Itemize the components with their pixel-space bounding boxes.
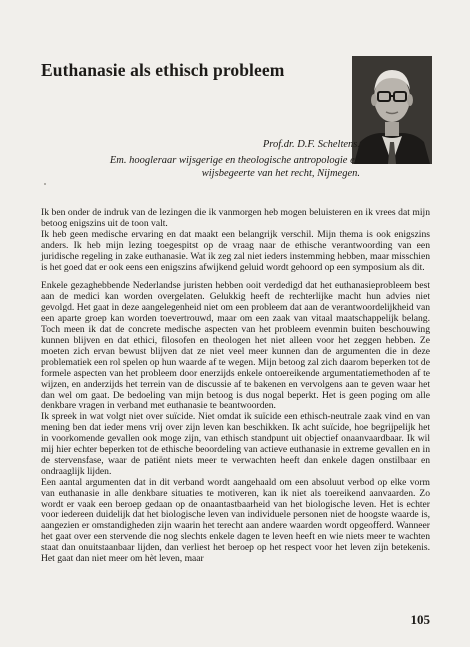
author-role-line-1: Em. hoogleraar wijsgerige en theologische antropologie en: [109, 155, 360, 167]
author-block: [110, 139, 360, 180]
paragraph-2: Ik heb geen medische ervaring en dat maakt een belangrijk verschil. Mijn thema is ook enigszins anders. Ik heb mijn lezing toegespitst op de vraag naar de ethische verantwoording van een juridische regeling in zake euthanasie. Wat ik zeg zal niet ieders instemming hebben, maar misschien is het goed dat er ook eens een enigszins afwijkend geluid wordt gehoord op een symposium als dit.: [41, 228, 430, 273]
paragraph-3: Enkele gezaghebbende Nederlandse juristen hebben ooit verdedigd dat het euthanasieprobleem best aan de medici kan worden overgelaten. Gelukkig heeft de rechterlijke macht hun advies niet gevolgd. Het gaat in deze aangelegenheid niet om een probleem dat aan de verantwoordelijkheid van een aparte groep kan worden toevertrouwd, maar om een zaak van vitaal maatschappelijk belang. Toch meen ik dat de concrete medische aspecten van het probleem evenmin buiten beschouwing kunnen blijven en dat ethici, filosofen en theologen het niet alleen voor het zeggen hebben. Ze moeten zich ervan bewust blijven dat ze niet veel meer kunnen dan de argumenten die in deze problematiek een rol spelen op hun waarde af te wegen. Mijn betoog zal zich daarom beperken tot de formele aspecten van het probleem door enerzijds enkele ontoereikende argumentatiemethoden af te wijzen, en anderzijds het terrein van de discussie af te bakenen en vervolgens aan te geven waar het dan wel om gaat. De bedoeling van mijn betoog is dus nogal beperkt. Het is geen poging om alle denkbare vragen in verband met euthanasie te beantwoorden.: [41, 280, 430, 412]
paragraph-4: Ik spreek in wat volgt niet over suïcide. Niet omdat ik suïcide een ethisch-neutrale zaak vind en van mening ben dat ieder mens vrij over zijn leven kan beschikken. Ik acht suïcide, hoe begrijpelijk het in voorkomende gevallen ook moge zijn, van ethisch standpunt uit objectief onaanvaardbaar. Ik wil mij hier echter beperken tot de ethische beoordeling van actieve euthanasie in extreme gevallen en in de stervensfase, waar de patiënt niets meer te verwachten heeft dan enkele dagen onstilbaar en ondraaglijk lijden.: [41, 411, 430, 477]
author-name: Prof.dr. D.F. Scheltens.: [262, 139, 360, 150]
author-portrait-icon: [352, 56, 432, 164]
page-speck: [44, 183, 46, 185]
article-body: [41, 208, 430, 565]
paragraph-1: Ik ben onder de indruk van de lezingen die ik vanmorgen heb mogen beluisteren en ik vrees dat mijn betoog enigszins uit de toon valt.: [41, 207, 430, 229]
article-title: Euthanasie als ethisch probleem: [41, 60, 285, 80]
page-number: 105: [410, 612, 430, 627]
author-portrait-photo: [352, 56, 432, 164]
author-role-line-2: wijsbegeerte van het recht, Nijmegen.: [201, 167, 360, 179]
paragraph-5: Een aantal argumenten dat in dit verband wordt aangehaald om een absoluut verbod op elke vorm van euthanasie in alle denkbare situaties te motiveren, kan ik niet als toereikend aanvaarden. Zo wordt er vaak een beroep gedaan op de onaantastbaarheid van het biologische leven. Het is echter voor iedereen duidelijk dat het biologische leven van individuele personen niet de hoogste waarde is, aangezien er omstandigheden zijn waarin het terecht aan andere waarden wordt opgeofferd. Wanneer het gaat over een stervende die nog slechts enkele dagen te leven heeft en wie niets meer te wachten staat dan onuitstaanbaar lijden, dan verliest het beroep op het respect voor het leven zijn betekenis. Het gaat dan niet meer om hèt leven, maar: [41, 476, 430, 565]
